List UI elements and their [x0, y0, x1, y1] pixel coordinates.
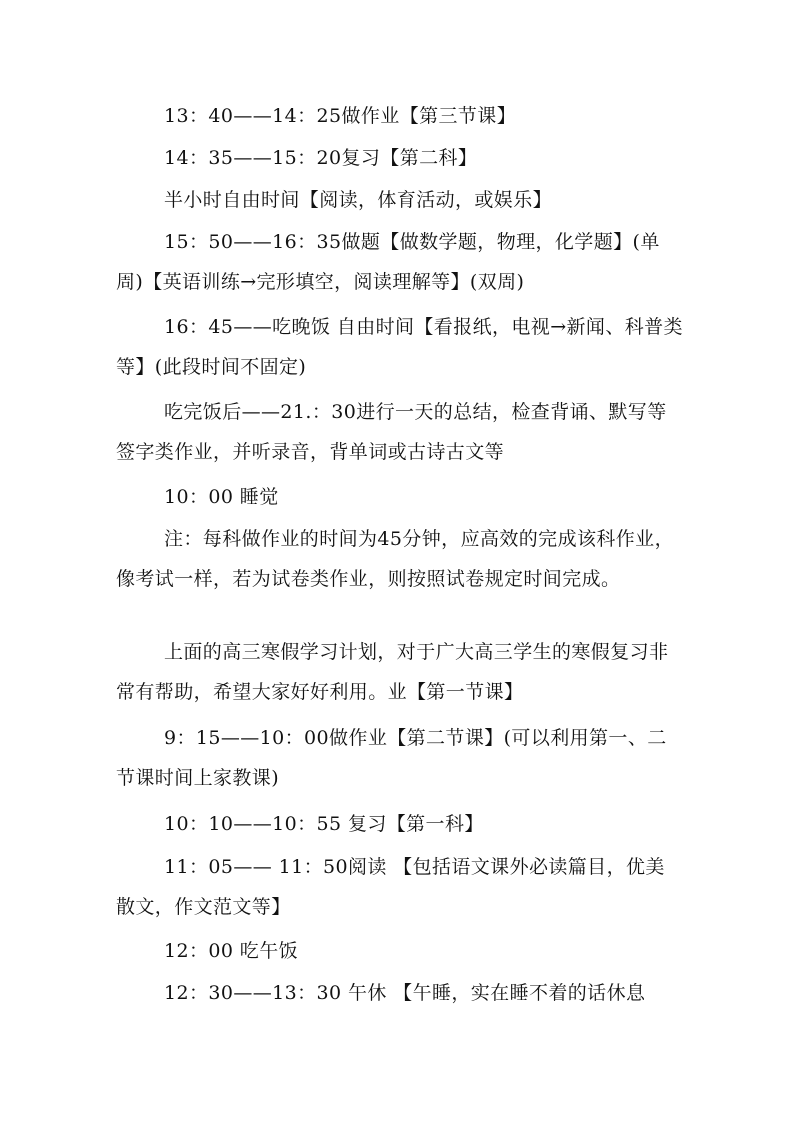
paragraph-7: 10：00 睡觉: [164, 486, 279, 508]
paragraph-9: 上面的高三寒假学习计划，对于广大高三学生的寒假复习非常有帮助，希望大家好好利用。业【第一节课】: [116, 641, 669, 703]
paragraph-5: 16：45——吃晚饭 自由时间【看报纸，电视→新闻、科普类等】(此段时间不固定): [116, 316, 683, 378]
paragraph-11: 10：10——10：55 复习【第一科】: [164, 813, 484, 835]
paragraph-10: 9：15——10：00做作业【第二节课】(可以利用第一、二节课时间上家教课): [116, 727, 667, 789]
paragraph-8: 注：每科做作业的时间为45分钟，应高效的完成该科作业，像考试一样，若为试卷类作业，则按照试卷规定时间完成。: [116, 528, 674, 590]
paragraph-14: 12：30——13：30 午休 【午睡，实在睡不着的话休息: [164, 982, 646, 1004]
paragraph-12: 11：05—— 11：50阅读 【包括语文课外必读篇目，优美散文，作文范文等】: [116, 856, 665, 918]
paragraph-2: 14：35——15：20复习【第二科】: [164, 147, 478, 169]
paragraph-4: 15：50——16：35做题【做数学题，物理，化学题】(单周)【英语训练→完形填空，阅读理解等】(双周): [116, 231, 660, 293]
paragraph-13: 12：00 吃午饭: [164, 940, 298, 962]
paragraph-3: 半小时自由时间【阅读，体育活动，或娱乐】: [164, 189, 553, 211]
paragraph-1: 13：40——14：25做作业【第三节课】: [164, 105, 517, 127]
paragraph-6: 吃完饭后——21.：30进行一天的总结，检查背诵、默写等签字类作业，并听录音，背单词或古诗古文等: [116, 401, 667, 463]
